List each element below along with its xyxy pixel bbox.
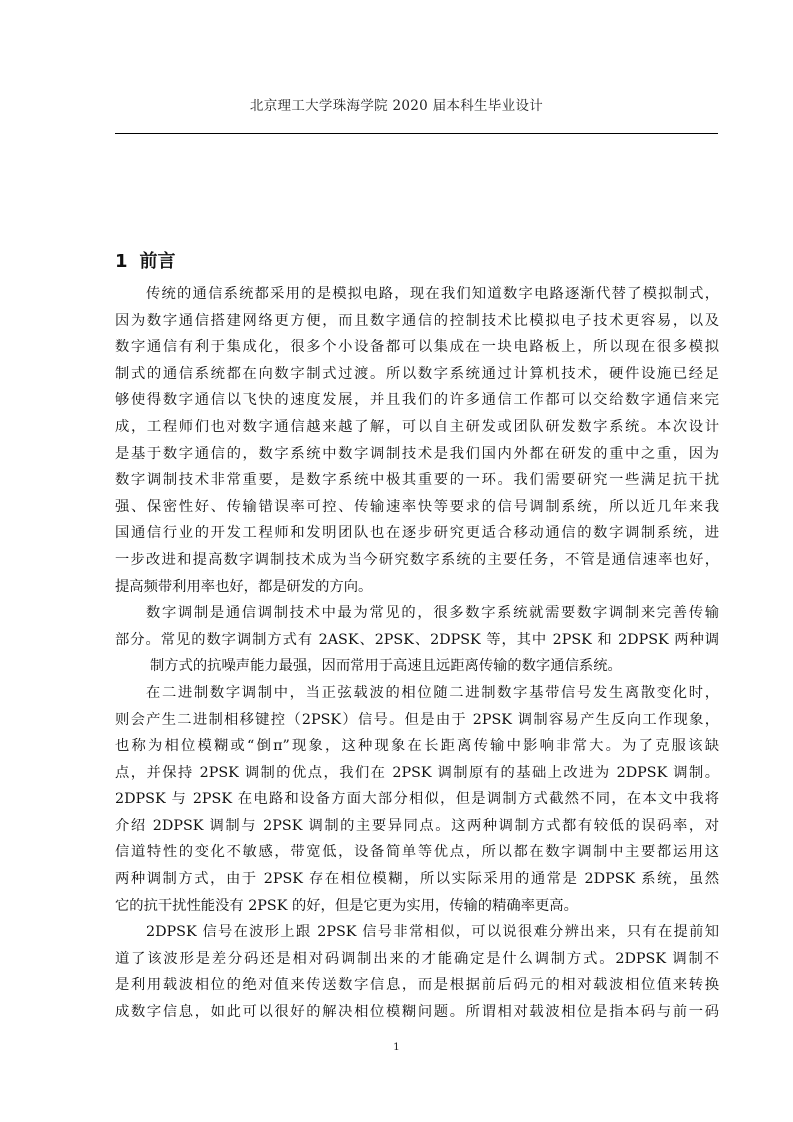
- text-line: 两种调制方式，由于 2PSK 存在相位模糊，所以实际采用的通常是 2DPSK 系统，虽然: [115, 871, 719, 888]
- text-line: 因为数字通信搭建网络更方便，而且数字通信的控制技术比模拟电子技术更容易，以及: [115, 312, 719, 329]
- body-text: [115, 281, 719, 1026]
- text-line: 够使得数字通信以飞快的速度发展，并且我们的许多通信工作都可以交给数字通信来完: [115, 392, 719, 409]
- text-line: 数字调制是通信调制技术中最为常见的，很多数字系统就需要数字调制来完善传输: [146, 605, 719, 622]
- text-line: 成数字信息，如此可以很好的解决相位模糊问题。所谓相对载波相位是指本码与前一码: [115, 1004, 719, 1021]
- text-line: 它的抗干扰性能没有 2PSK 的好，但是它更为实用，传输的精确率更高。: [115, 897, 578, 914]
- text-line: 强、保密性好、传输错误率可控、传输速率快等要求的信号调制系统，所以近几年来我: [115, 498, 719, 515]
- text-line: 数字调制技术非常重要，是数字系统中极其重要的一环。我们需要研究一些满足抗干扰: [115, 472, 719, 489]
- text-line: 一步改进和提高数字调制技术成为当今研究数字系统的主要任务，不管是通信速率也好，: [115, 551, 719, 568]
- text-line: 部分。常见的数字调制方式有 2ASK、2PSK、2DPSK 等，其中 2PSK 和 2DPSK 两种调: [115, 631, 719, 648]
- text-line: 则会产生二进制相移键控（2PSK）信号。但是由于 2PSK 调制容易产生反向工作现象，: [115, 711, 719, 728]
- text-line: 传统的通信系统都采用的是模拟电路，现在我们知道数字电路逐渐代替了模拟制式，: [146, 286, 719, 302]
- text-line: 国通信行业的开发工程师和发明团队也在逐步研究更适合移动通信的数字调制系统，进: [115, 525, 719, 542]
- text-line: 在二进制数字调制中，当正弦载波的相位随二进制数字基带信号发生离散变化时，: [146, 684, 719, 701]
- text-line: 也称为相位模糊或“倒π”现象，这种现象在长距离传输中影响非常大。为了克服该缺: [115, 738, 719, 755]
- text-line: 是利用载波相位的绝对值来传送数字信息，而是根据前后码元的相对载波相位值来转换: [115, 977, 719, 994]
- text-line: 点，并保持 2PSK 调制的优点，我们在 2PSK 调制原有的基础上改进为 2DPSK 调制。: [115, 764, 719, 781]
- text-line: 介绍 2DPSK 调制与 2PSK 调制的主要异同点。这两种调制方式都有较低的误码率，对: [115, 817, 719, 834]
- text-line: 道了该波形是差分码还是相对码调制出来的才能确定是什么调制方式。2DPSK 调制不: [115, 950, 719, 967]
- page-number: 1: [393, 1041, 400, 1053]
- page-header: 北京理工大学珠海学院 2020 届本科生毕业设计: [249, 98, 544, 114]
- text-line: 数字通信有利于集成化，很多个小设备都可以集成在一块电路板上，所以现在很多模拟: [115, 339, 719, 356]
- section-heading: [115, 247, 176, 273]
- text-line: 信道特性的变化不敏感，带宽低，设备简单等优点，所以都在数字调制中主要都运用这: [115, 844, 719, 861]
- header-divider: [115, 133, 718, 134]
- text-line: 提高频带利用率也好，都是研发的方向。: [115, 578, 373, 595]
- section-title: 前言: [139, 251, 176, 272]
- text-line: 制式的通信系统都在向数字制式过渡。所以数字系统通过计算机技术，硬件设施已经足: [115, 365, 719, 382]
- text-line: 2DPSK 信号在波形上跟 2PSK 信号非常相似，可以说很难分辨出来，只有在提前知: [146, 924, 719, 941]
- text-line: 成，工程师们也对数字通信越来越了解，可以自主研发或团队研发数字系统。本次设计: [115, 418, 719, 435]
- text-line: 是基于数字通信的，数字系统中数字调制技术是我们国内外都在研发的重中之重，因为: [115, 445, 719, 462]
- section-number: 1: [115, 251, 128, 272]
- text-line: 制方式的抗噪声能力最强，因而常用于高速且远距离传输的数字通信系统。: [150, 658, 622, 675]
- text-line: 2DPSK 与 2PSK 在电路和设备方面大部分相似，但是调制方式截然不同，在本文中我将: [115, 791, 719, 808]
